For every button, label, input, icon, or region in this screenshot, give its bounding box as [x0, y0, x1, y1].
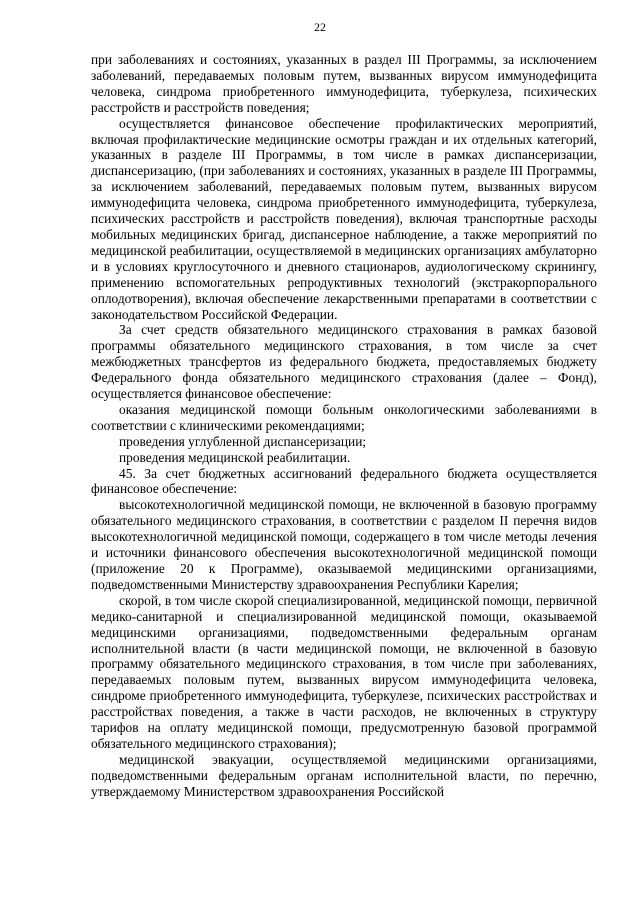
paragraph: проведения медицинской реабилитации. [119, 449, 351, 465]
paragraph: За счет средств обязательного медицинского страхования в рамках базовой программы обязательного медицинского страхования, в том числе за счет межбюджетных трансфертов из федерального бюджета, предоставляемых бюджету Федерального фонда обязательного медицинского страхования (далее – Фонд), осуществляется финансовое обеспечение: [91, 322, 597, 402]
paragraph: высокотехнологичной медицинской помощи, не включенной в базовую программу обязательного медицинского страхования, в соответствии с разделом II перечня видов высокотехнологичной медицинской помощи, содержащего в том числе методы лечения и источники финансового обеспечения высокотехнологичной медицинской помощи (приложение 20 к Программе), оказываемой медицинскими организациями, подведомственными Министерству здравоохранения Республики Карелия; [91, 497, 597, 592]
paragraph: проведения углубленной диспансеризации; [119, 433, 367, 449]
document-body [91, 52, 597, 800]
paragraph: при заболеваниях и состояниях, указанных в раздел III Программы, за исключением заболеваний, передаваемых половым путем, вызванных вирусом иммунодефицита человека, синдрома приобретенного иммунодефицита, туберкулеза, психических расстройств и расстройств поведения; [91, 52, 597, 115]
paragraph: 45. За счет бюджетных ассигнований федерального бюджета осуществляется финансовое обеспечение: [91, 465, 597, 497]
page-number: 22 [314, 20, 326, 34]
paragraph: медицинской эвакуации, осуществляемой медицинскими организациями, подведомственными федеральным органам исполнительной власти, по перечню, утверждаемому Министерством здравоохранения Российской [91, 751, 597, 799]
paragraph: скорой, в том числе скорой специализированной, медицинской помощи, первичной медико-санитарной и специализированной медицинской помощи, оказываемой медицинскими организациями, подведомственными федеральным органам исполнительной власти (в части медицинской помощи, не включенной в базовую программу обязательного медицинского страхования, в том числе при заболеваниях, передаваемых половым путем, вызванных вирусом иммунодефицита человека, синдроме приобретенного иммунодефицита, туберкулезе, психических расстройствах и расстройствах поведения, а также в части расходов, не включенных в структуру тарифов на оплату медицинской помощи, предусмотренную базовой программой обязательного медицинского страхования); [91, 592, 597, 751]
paragraph: оказания медицинской помощи больным онкологическими заболеваниями в соответствии с клиническими рекомендациями; [91, 401, 597, 433]
paragraph: осуществляется финансовое обеспечение профилактических мероприятий, включая профилактические медицинские осмотры граждан и их отдельных категорий, указанных в разделе III Программы, в том числе в рамках диспансеризации, диспансеризацию, (при заболеваниях и состояниях, указанных в разделе III Программы, за исключением заболеваний, передаваемых половым путем, вызванных вирусом иммунодефицита человека, синдрома приобретенного иммунодефицита, туберкулеза, психических расстройств и расстройств поведения), включая транспортные расходы мобильных медицинских бригад, диспансерное наблюдение, а также мероприятий по медицинской реабилитации, осуществляемой в медицинских организациях амбулаторно и в условиях круглосуточного и дневного стационаров, аудиологическому скринингу, применению вспомогательных репродуктивных технологий (экстракорпорального оплодотворения), включая обеспечение лекарственными препаратами в соответствии с законодательством Российской Федерации. [91, 115, 597, 322]
